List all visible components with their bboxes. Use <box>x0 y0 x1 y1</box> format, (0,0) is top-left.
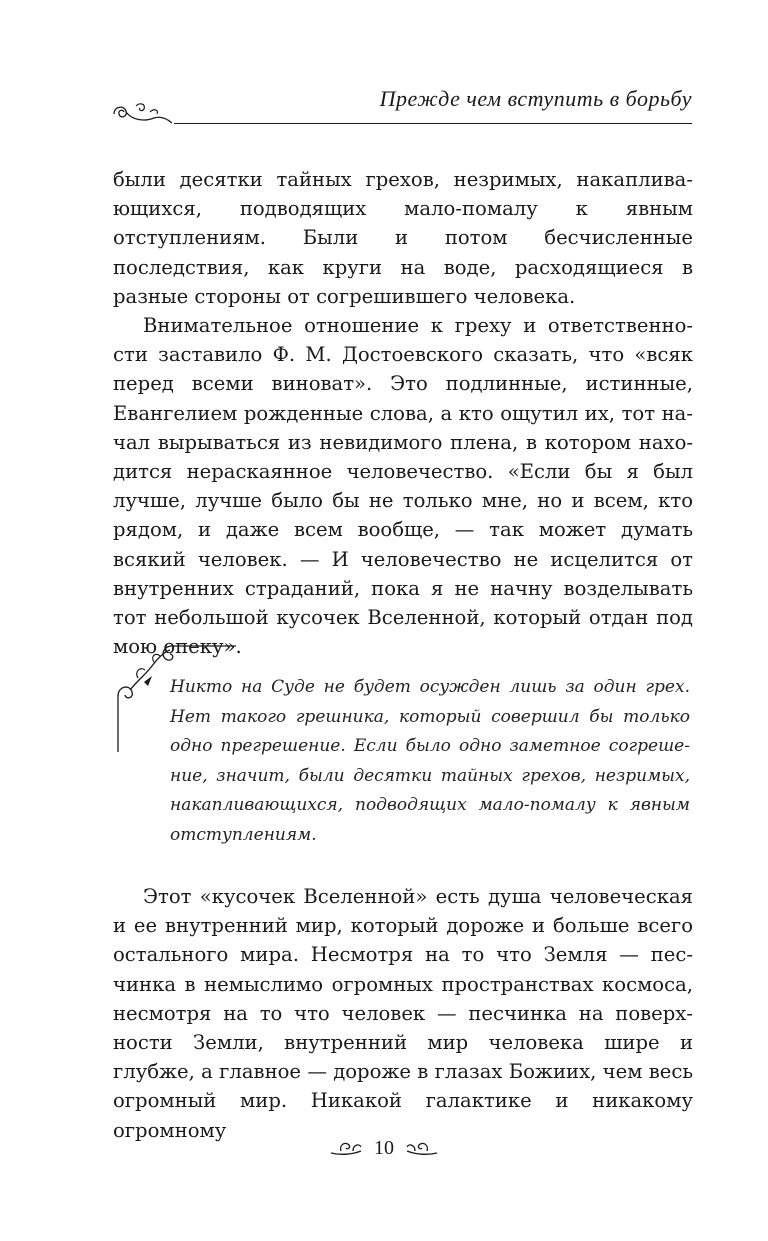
paragraph: были десятки тайных грехов, незримых, накапливающихся, подводящих мало-помалу к явным отступлениям. Были и потом бесчисленные последствия, как круги на воде, расходящиеся в разные стороны от согрешившего человека. <box>113 168 693 308</box>
page-number-footer <box>0 1136 768 1160</box>
pull-quote <box>170 673 690 851</box>
body-text-bottom <box>113 882 693 1145</box>
paragraph: Этот «кусочек Вселенной» есть душа человеческая и ее внутренний мир, который дороже и больше всего остального мира. Несмотря на то что Земля — песчинка в немыслимо огромных пространствах космоса, несмотря на то что человек — песчинка на поверхности Земли, внутренний мир человека шире и глубже, а главное — дороже в глазах Божиих, чем весь огромный мир. Никакой галактике и никакому огромному <box>113 885 693 1142</box>
running-header <box>110 82 692 128</box>
paragraph: Внимательное отношение к греху и ответственности заставило Ф. М. Достоевского сказать, что «всяк перед всеми виноват». Это подлинные, истинные, Евангелием рожденные слова, а кто ощутил их, тот начал вырываться из невидимого плена, в котором находится нераскаянное человечество. «Если бы я был лучше, лучше было бы не только мне, но и всем, кто рядом, и даже всем вообще, — так может думать всякий человек. — И человечество не исцелится от внутренних страданий, пока я не начну возделывать тот небольшой кусочек Вселенной, который отдан под мою опеку». <box>113 314 693 659</box>
flourish-ornament-icon <box>110 100 172 126</box>
left-flourish-icon <box>329 1139 363 1157</box>
body-text-top <box>113 165 693 661</box>
running-header-title: Прежде чем вступить в борьбу <box>379 86 692 111</box>
header-rule <box>174 123 692 124</box>
pull-quote-text: Никто на Суде не будет осужден лишь за один грех. Нет такого грешника, который совершил бы только одно прегрешение. Если было одно заметное согрешение, значит, были десятки тайных грехов, незримых, накапливающихся, подводящих мало-помалу к явным отступлениям. <box>170 677 690 845</box>
right-flourish-icon <box>405 1139 439 1157</box>
page-number: 10 <box>374 1136 394 1159</box>
